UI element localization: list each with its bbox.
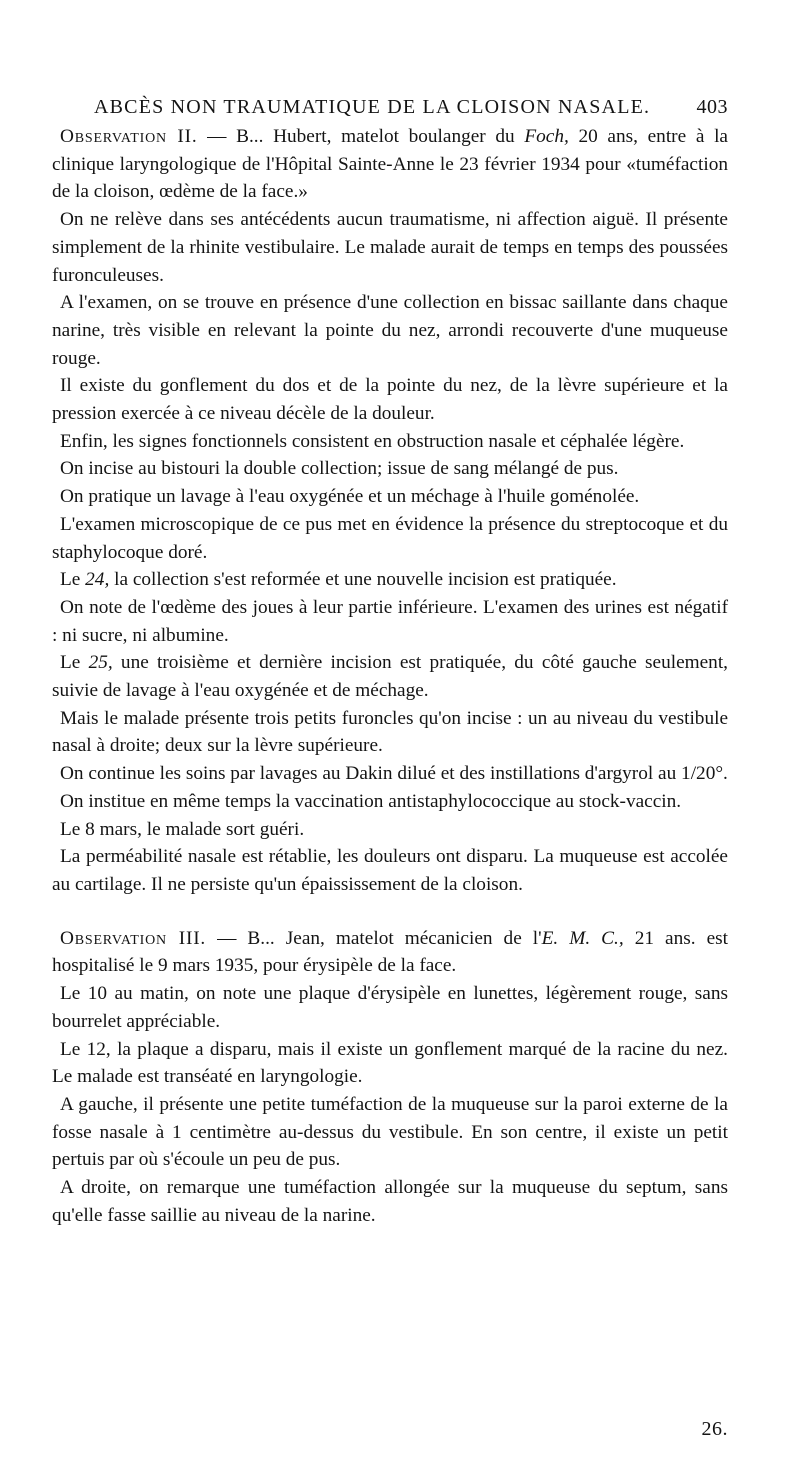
text-run: la collection s'est reformée et une nouvelle incision est pratiquée.	[109, 569, 617, 591]
text-run: une troisième et dernière incision est pratiquée, du côté gauche seulement, suivie de lavage à l'eau oxygénée et de méchage.	[52, 652, 728, 702]
observation-intro-cont: 20 ans, entre à la clinique laryngologique de l'Hôpital Sainte-Anne le 23 février 1934 pour «tuméfaction de la cloison, œdème de la face.»	[52, 126, 728, 203]
signature-mark: 26.	[701, 1418, 728, 1440]
paragraph-25	[52, 649, 728, 704]
paragraph: Le 10 au matin, on note une plaque d'érysipèle en lunettes, légèrement rouge, sans bourrelet appréciable.	[52, 983, 728, 1032]
paragraph: A droite, on remarque une tuméfaction allongée sur la muqueuse du septum, sans qu'elle fasse saillie au niveau de la narine.	[52, 1177, 728, 1226]
paragraph: A gauche, il présente une petite tuméfaction de la muqueuse sur la paroi externe de la fosse nasale à 1 centimètre au-dessus du vestibule. En son centre, il existe un petit pertuis par où s'écoule un peu de pus.	[52, 1093, 728, 1171]
paragraph: On incise au bistouri la double collection; issue de sang mélangé de pus.	[60, 458, 619, 480]
paragraph: Le 12, la plaque a disparu, mais il existe un gonflement marqué de la racine du nez. Le malade est transéaté en laryngologie.	[52, 1038, 728, 1088]
paragraph-24	[52, 566, 728, 594]
paragraph: Enfin, les signes fonctionnels consistent en obstruction nasale et céphalée légère.	[60, 430, 685, 452]
paragraph: Mais le malade présente trois petits furoncles qu'on incise : un au niveau du vestibule nasal à droite; deux sur la lèvre supérieure.	[52, 707, 728, 757]
paragraph: A l'examen, on se trouve en présence d'une collection en bissac saillante dans chaque narine, très visible en relevant la pointe du nez, arrondi recouverte d'une muqueuse rouge.	[52, 292, 728, 369]
text-run: Le	[60, 652, 89, 674]
paragraph: On continue les soins par lavages au Dakin dilué et des instillations d'argyrol au 1/20°.	[60, 763, 728, 785]
observation-intro: — B... Hubert, matelot boulanger du	[197, 126, 525, 147]
paragraph: On institue en même temps la vaccination antistaphylococcique au stock-vaccin.	[60, 790, 682, 812]
page-number: 403	[696, 96, 728, 118]
observation-intro-cont: 21 ans. est hospitalisé le 9 mars 1935, pour érysipèle de la face.	[52, 927, 729, 977]
ship-name: E. M. C.,	[541, 927, 624, 949]
date-italic: 25,	[88, 652, 113, 674]
paragraph: On pratique un lavage à l'eau oxygénée et un méchage à l'huile goménolée.	[60, 486, 640, 508]
paragraph: On note de l'œdème des joues à leur partie inférieure. L'examen des urines est négatif : ni sucre, ni albumine.	[52, 596, 728, 646]
ship-name: Foch,	[524, 126, 569, 147]
paragraph: La perméabilité nasale est rétablie, les douleurs ont disparu. La muqueuse est accolée au cartilage. Il ne persiste qu'un épaississement de la cloison.	[52, 846, 728, 895]
running-title: ABCÈS NON TRAUMATIQUE DE LA CLOISON NASALE.	[94, 96, 651, 118]
paragraph: L'examen microscopique de ce pus met en évidence la présence du streptocoque et du staphylocoque doré.	[52, 513, 728, 563]
observation-label: Observation II.	[60, 126, 198, 147]
text-run: Le	[60, 569, 86, 591]
observation-3-heading	[52, 925, 728, 980]
paragraph: On ne relève dans ses antécédents aucun traumatisme, ni affection aiguë. Il présente simplement de la rhinite vestibulaire. Le malade aurait de temps en temps des poussées furonculeuses.	[52, 209, 728, 286]
paragraph: Il existe du gonflement du dos et de la pointe du nez, de la lèvre supérieure et la pression exercée à ce niveau décèle de la douleur.	[52, 375, 728, 425]
running-header	[52, 96, 728, 119]
observation-label: Observation III.	[60, 927, 207, 949]
paragraph: Le 8 mars, le malade sort guéri.	[60, 818, 305, 840]
observation-2-heading	[52, 123, 728, 206]
date-italic: 24,	[85, 569, 110, 591]
observation-intro: — B... Jean, matelot mécanicien de l'	[206, 927, 542, 949]
article-body	[52, 123, 728, 1229]
